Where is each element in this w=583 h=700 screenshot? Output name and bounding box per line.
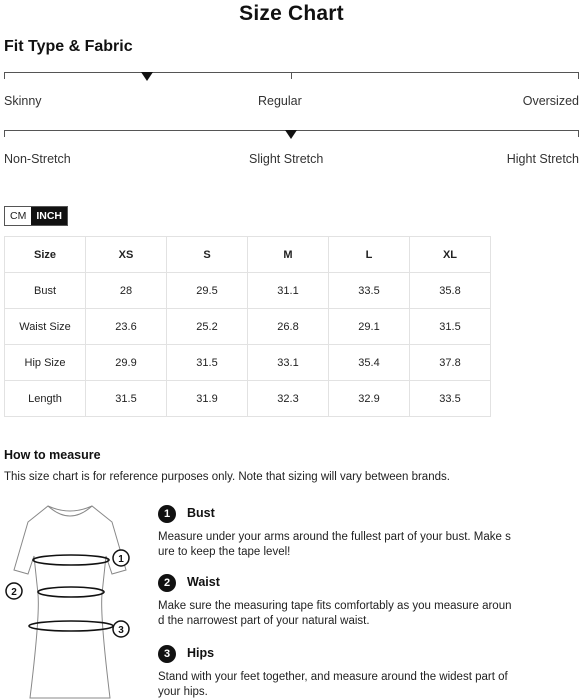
measure-description: [158, 670, 536, 700]
scale-tick: [4, 72, 5, 79]
table-cell: 33.5: [410, 381, 491, 417]
fit-label-oversized: Oversized: [522, 94, 579, 108]
table-row: [5, 381, 491, 417]
stretch-label-high: Hight Stretch: [506, 152, 579, 166]
table-cell: 35.8: [410, 273, 491, 309]
row-label-cell: Waist Size: [5, 309, 86, 345]
scale-tick: [578, 72, 579, 79]
table-header-cell: S: [167, 237, 248, 273]
figure-marker-1: [113, 550, 129, 566]
measure-description: [158, 530, 536, 560]
table-header-row: [5, 237, 491, 273]
figure-marker-label: 1: [118, 554, 124, 565]
description-line: Measure under your arms around the fullest part of your bust. Make s: [158, 531, 511, 543]
row-label-cell: Bust: [5, 273, 86, 309]
dress-figure: [0, 498, 140, 700]
row-label-cell: Hip Size: [5, 345, 86, 381]
number-badge: 1: [158, 505, 176, 523]
table-cell: 35.4: [329, 345, 410, 381]
table-header-cell: L: [329, 237, 410, 273]
table-cell: 29.9: [86, 345, 167, 381]
description-line: your hips.: [158, 686, 208, 698]
table-cell: 32.3: [248, 381, 329, 417]
stretch-selected-marker: [285, 130, 297, 139]
figure-marker-3: [113, 621, 129, 637]
figure-marker-label: 3: [118, 625, 124, 636]
number-badge: 2: [158, 574, 176, 592]
unit-cm-button[interactable]: CM: [5, 207, 31, 225]
table-cell: 23.6: [86, 309, 167, 345]
figure-marker-label: 2: [11, 587, 17, 598]
table-cell: 29.5: [167, 273, 248, 309]
measure-description: [158, 599, 536, 629]
description-line: ure to keep the tape level!: [158, 546, 291, 558]
table-header-cell: XS: [86, 237, 167, 273]
table-cell: 31.5: [86, 381, 167, 417]
table-cell: 33.1: [248, 345, 329, 381]
how-to-measure-heading: How to measure: [4, 448, 101, 462]
sizing-note: This size chart is for reference purposes only. Note that sizing will vary between brands.: [4, 471, 450, 483]
row-label-cell: Length: [5, 381, 86, 417]
table-cell: 25.2: [167, 309, 248, 345]
table-cell: 32.9: [329, 381, 410, 417]
table-cell: 37.8: [410, 345, 491, 381]
measure-title: Waist: [187, 575, 220, 589]
dress-outline: [14, 506, 126, 698]
figure-marker-2: [6, 583, 22, 599]
table-header-cell: M: [248, 237, 329, 273]
unit-toggle: [4, 206, 68, 226]
table-cell: 26.8: [248, 309, 329, 345]
waist-tape-line: [38, 587, 104, 597]
table-cell: 28: [86, 273, 167, 309]
scale-tick: [578, 130, 579, 137]
fit-selected-marker: [141, 72, 153, 81]
fit-label-regular: Regular: [258, 94, 302, 108]
description-line: Make sure the measuring tape fits comfortably as you measure aroun: [158, 600, 512, 612]
scale-tick: [4, 130, 5, 137]
fit-type-scale: [4, 66, 579, 111]
table-row: [5, 273, 491, 309]
number-badge: 3: [158, 645, 176, 663]
measure-title: Hips: [187, 646, 215, 660]
stretch-label-slight: Slight Stretch: [249, 152, 324, 166]
size-table: [4, 236, 491, 417]
bust-tape-line: [33, 555, 109, 565]
stretch-label-non: Non-Stretch: [4, 152, 71, 166]
table-cell: 33.5: [329, 273, 410, 309]
table-header-cell: XL: [410, 237, 491, 273]
table-cell: 31.5: [167, 345, 248, 381]
table-row: [5, 309, 491, 345]
measure-title: Bust: [187, 506, 215, 520]
stretch-scale: [4, 124, 579, 169]
page-title: Size Chart: [239, 2, 344, 25]
fit-label-skinny: Skinny: [4, 94, 42, 108]
table-row: [5, 345, 491, 381]
description-line: Stand with your feet together, and measure around the widest part of: [158, 671, 508, 683]
table-cell: 29.1: [329, 309, 410, 345]
table-cell: 31.5: [410, 309, 491, 345]
hip-tape-line: [29, 621, 113, 631]
fit-type-heading: Fit Type & Fabric: [4, 38, 133, 55]
table-cell: 31.9: [167, 381, 248, 417]
table-cell: 31.1: [248, 273, 329, 309]
scale-tick: [291, 72, 292, 79]
description-line: d the narrowest part of your natural waist.: [158, 615, 370, 627]
unit-inch-button[interactable]: INCH: [31, 207, 67, 225]
table-header-cell: Size: [5, 237, 86, 273]
